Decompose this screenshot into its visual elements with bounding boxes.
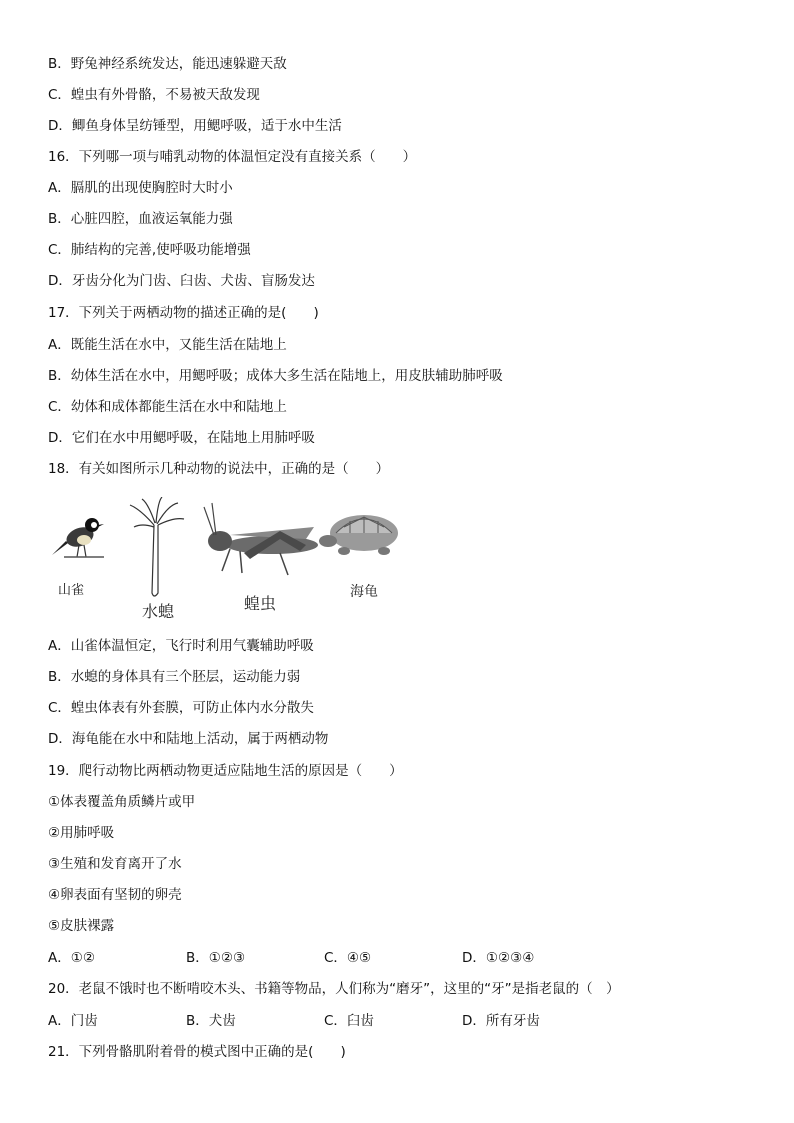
q16-option-b: B．心脏四腔，血液运氧能力强 xyxy=(48,211,233,227)
q19-item-1: ①体表覆盖角质鳞片或甲 xyxy=(48,794,196,810)
q16-option-d: D．牙齿分化为门齿、臼齿、犬齿、盲肠发达 xyxy=(48,273,315,289)
q17-option-a: A．既能生活在水中，又能生活在陆地上 xyxy=(48,337,287,353)
q16-option-a: A．膈肌的出现使胸腔时大时小 xyxy=(48,180,233,196)
q19-option-d: D．①②③④ xyxy=(462,950,535,966)
q20-option-b: B．犬齿 xyxy=(186,1013,236,1029)
q16-option-c: C．肺结构的完善,使呼吸功能增强 xyxy=(48,242,251,258)
q17-stem: 17．下列关于两栖动物的描述正确的是( ) xyxy=(48,305,319,321)
q19-item-4: ④卵表面有坚韧的卵壳 xyxy=(48,887,182,903)
q18-option-d: D．海龟能在水中和陆地上活动，属于两栖动物 xyxy=(48,731,329,747)
q15-option-b: B．野兔神经系统发达，能迅速躲避天敌 xyxy=(48,56,287,72)
q20-stem: 20．老鼠不饿时也不断啃咬木头、书籍等物品，人们称为“磨牙”，这里的“牙”是指老鼠的（ ） xyxy=(48,981,620,997)
q21-stem: 21．下列骨骼肌附着骨的模式图中正确的是( ) xyxy=(48,1044,346,1060)
animals-figure xyxy=(44,497,424,627)
q19-stem: 19．爬行动物比两栖动物更适应陆地生活的原因是（ ） xyxy=(48,763,403,779)
q19-item-2: ②用肺呼吸 xyxy=(48,825,115,841)
q17-option-d: D．它们在水中用鳃呼吸，在陆地上用肺呼吸 xyxy=(48,430,315,446)
figure-label-sea-turtle: 海龟 xyxy=(350,584,378,600)
q19-item-5: ⑤皮肤裸露 xyxy=(48,918,115,934)
grasshopper-icon xyxy=(204,503,318,575)
q19-option-b: B．①②③ xyxy=(186,950,246,966)
q17-option-b: B．幼体生活在水中，用鳃呼吸；成体大多生活在陆地上，用皮肤辅助肺呼吸 xyxy=(48,368,503,384)
figure-label-grasshopper: 蝗虫 xyxy=(244,594,277,613)
q19-option-a: A．①② xyxy=(48,950,95,966)
q18-option-a: A．山雀体温恒定，飞行时利用气囊辅助呼吸 xyxy=(48,638,314,654)
animals-illustration xyxy=(44,497,424,627)
q17-option-c: C．幼体和成体都能生活在水中和陆地上 xyxy=(48,399,287,415)
q20-option-d: D．所有牙齿 xyxy=(462,1013,540,1029)
q19-item-3: ③生殖和发育离开了水 xyxy=(48,856,182,872)
figure-label-tit: 山雀 xyxy=(58,583,85,598)
hydra-icon xyxy=(130,497,184,596)
figure-label-hydra: 水螅 xyxy=(142,602,175,621)
q20-option-c: C．臼齿 xyxy=(324,1013,374,1029)
q16-stem: 16．下列哪一项与哺乳动物的体温恒定没有直接关系（ ） xyxy=(48,149,417,165)
q18-option-c: C．蝗虫体表有外套膜，可防止体内水分散失 xyxy=(48,700,314,716)
q15-option-d: D．鲫鱼身体呈纺锤型，用鳃呼吸，适于水中生活 xyxy=(48,118,342,134)
sea-turtle-icon xyxy=(319,515,398,555)
q18-option-b: B．水螅的身体具有三个胚层，运动能力弱 xyxy=(48,669,301,685)
q15-option-c: C．蝗虫有外骨骼，不易被天敌发现 xyxy=(48,87,260,103)
q19-option-c: C．④⑤ xyxy=(324,950,372,966)
q20-option-a: A．门齿 xyxy=(48,1013,98,1029)
tit-bird-icon xyxy=(52,518,104,557)
q18-stem: 18．有关如图所示几种动物的说法中，正确的是（ ） xyxy=(48,461,390,477)
